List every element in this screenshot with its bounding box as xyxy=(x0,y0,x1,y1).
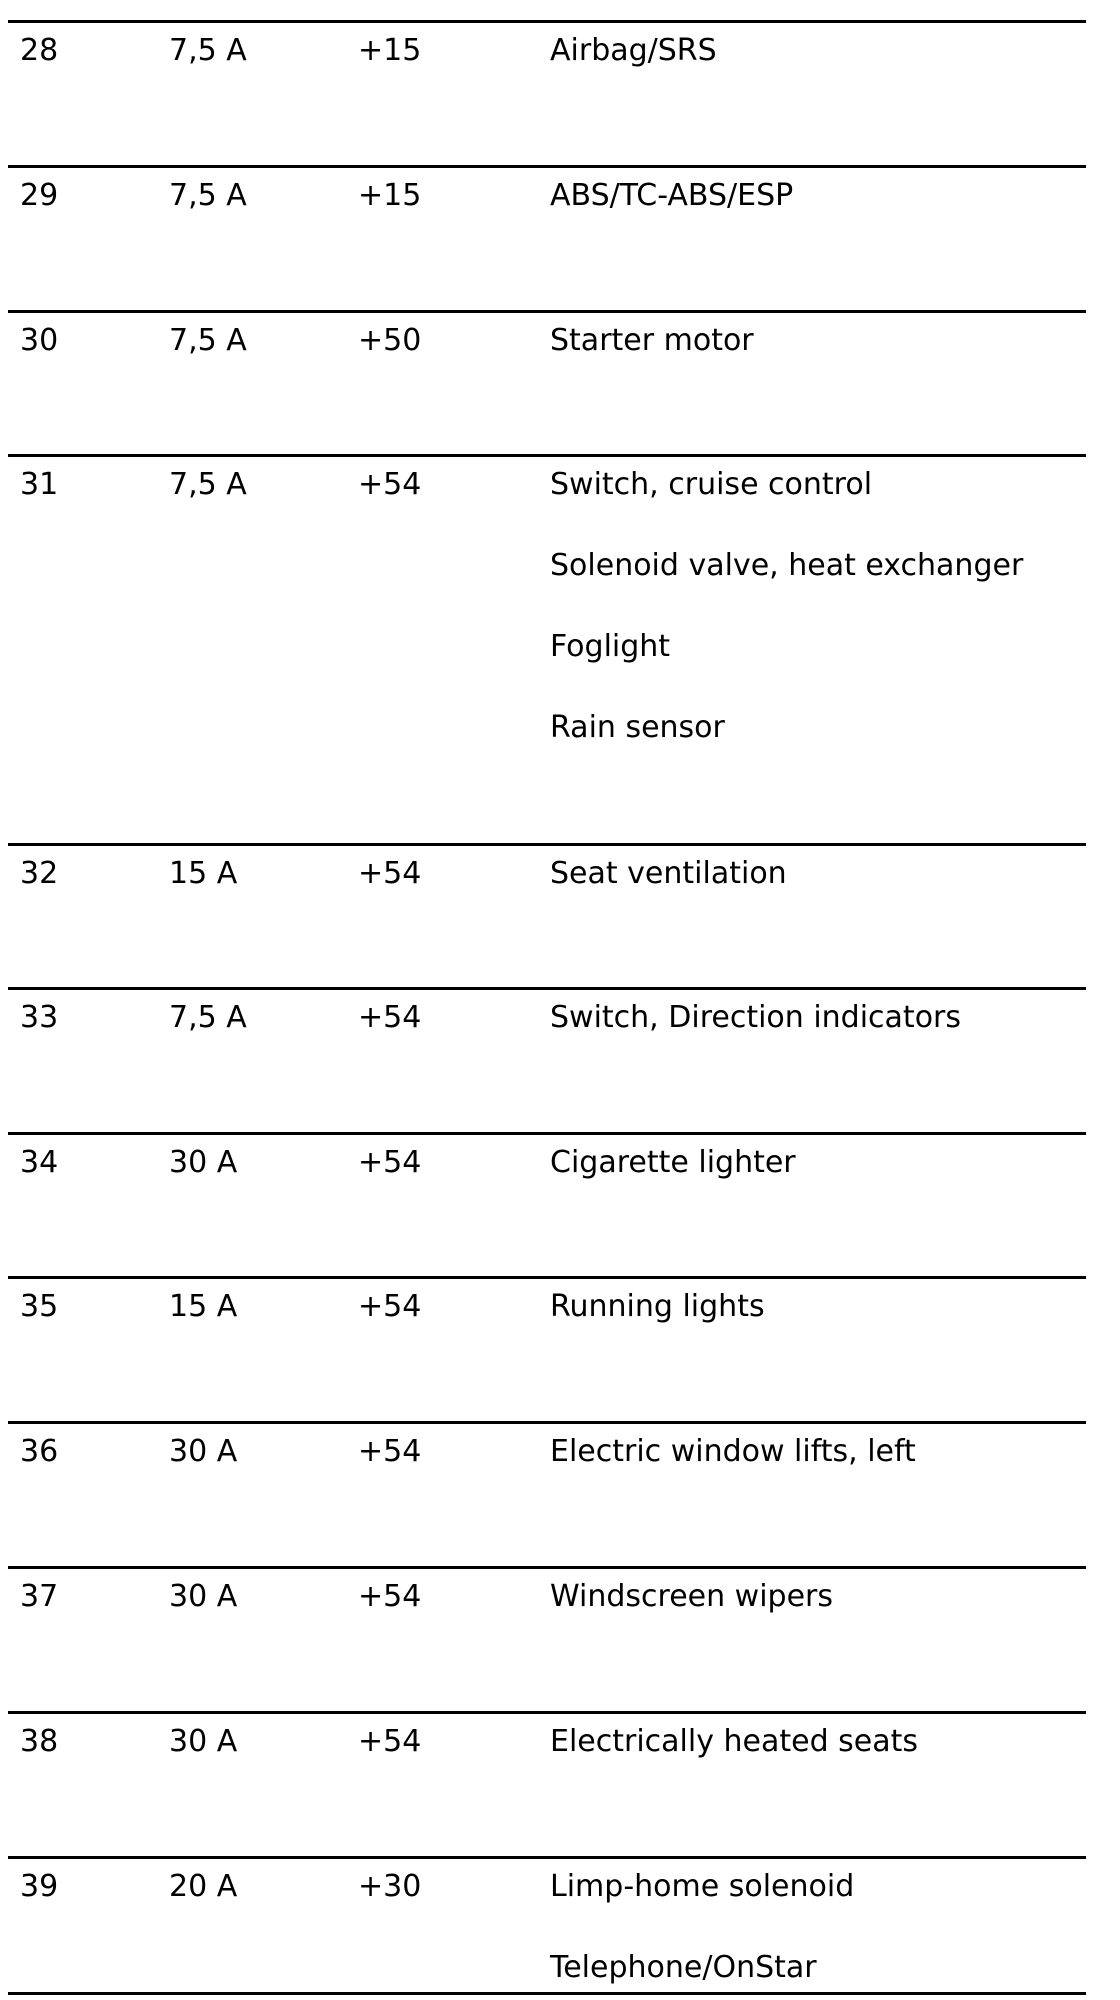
fuse-amperage: 7,5 A xyxy=(169,323,247,358)
fuse-functions xyxy=(550,1290,765,1324)
row-divider xyxy=(8,1856,1086,1859)
fuse-amperage: 30 A xyxy=(169,1145,238,1180)
fuse-terminal: +50 xyxy=(358,323,422,358)
fuse-amperage: 7,5 A xyxy=(169,33,247,68)
fuse-function: Rain sensor xyxy=(550,710,725,745)
fuse-function: Foglight xyxy=(550,629,671,664)
fuse-functions xyxy=(550,1435,916,1469)
fuse-number: 38 xyxy=(20,1724,59,1759)
table-bottom-rule xyxy=(8,1992,1086,1995)
fuse-amperage: 7,5 A xyxy=(169,467,247,502)
fuse-terminal: +54 xyxy=(358,1289,422,1324)
fuse-amperage: 30 A xyxy=(169,1434,238,1469)
fuse-number: 34 xyxy=(20,1145,59,1180)
row-divider xyxy=(8,1711,1086,1714)
fuse-number: 33 xyxy=(20,1000,59,1035)
fuse-terminal: +54 xyxy=(358,1145,422,1180)
row-divider xyxy=(8,1276,1086,1279)
fuse-function: Limp-home solenoid xyxy=(550,1869,855,1904)
fuse-function: Windscreen wipers xyxy=(550,1579,833,1614)
fuse-function: Switch, cruise control xyxy=(550,467,873,502)
fuse-amperage: 15 A xyxy=(169,856,238,891)
fuse-functions xyxy=(550,1725,918,1759)
fuse-function: Airbag/SRS xyxy=(550,33,717,68)
fuse-amperage: 20 A xyxy=(169,1869,238,1904)
fuse-functions xyxy=(550,1146,796,1180)
fuse-function: Electric window lifts, left xyxy=(550,1434,916,1469)
fuse-function: ABS/TC-ABS/ESP xyxy=(550,178,794,213)
row-divider xyxy=(8,165,1086,168)
fuse-function: Running lights xyxy=(550,1289,765,1324)
fuse-number: 36 xyxy=(20,1434,59,1469)
fuse-functions xyxy=(550,1580,833,1614)
row-divider xyxy=(8,987,1086,990)
fuse-terminal: +54 xyxy=(358,467,422,502)
fuse-function: Switch, Direction indicators xyxy=(550,1000,962,1035)
fuse-functions xyxy=(550,468,1023,745)
fuse-number: 29 xyxy=(20,178,59,213)
row-divider xyxy=(8,1132,1086,1135)
fuse-function: Cigarette lighter xyxy=(550,1145,796,1180)
fuse-terminal: +15 xyxy=(358,178,422,213)
fuse-number: 35 xyxy=(20,1289,59,1324)
fuse-functions xyxy=(550,1870,854,1985)
fuse-amperage: 15 A xyxy=(169,1289,238,1324)
fuse-function: Electrically heated seats xyxy=(550,1724,919,1759)
fuse-amperage: 7,5 A xyxy=(169,1000,247,1035)
fuse-number: 31 xyxy=(20,467,59,502)
fuse-number: 30 xyxy=(20,323,59,358)
fuse-terminal: +15 xyxy=(358,33,422,68)
row-divider xyxy=(8,1421,1086,1424)
fuse-terminal: +54 xyxy=(358,1724,422,1759)
row-divider xyxy=(8,454,1086,457)
row-divider xyxy=(8,1566,1086,1569)
fuse-functions xyxy=(550,34,717,68)
row-divider xyxy=(8,310,1086,313)
fuse-function: Seat ventilation xyxy=(550,856,787,891)
fuse-amperage: 30 A xyxy=(169,1579,238,1614)
fuse-number: 28 xyxy=(20,33,59,68)
fuse-functions xyxy=(550,857,787,891)
fuse-functions xyxy=(550,324,754,358)
fuse-terminal: +54 xyxy=(358,1434,422,1469)
fuse-functions xyxy=(550,179,793,213)
fuse-number: 39 xyxy=(20,1869,59,1904)
fuse-function: Starter motor xyxy=(550,323,754,358)
fuse-terminal: +54 xyxy=(358,856,422,891)
fuse-terminal: +54 xyxy=(358,1579,422,1614)
fuse-functions xyxy=(550,1001,961,1035)
fuse-amperage: 7,5 A xyxy=(169,178,247,213)
fuse-terminal: +54 xyxy=(358,1000,422,1035)
fuse-number: 37 xyxy=(20,1579,59,1614)
fuse-terminal: +30 xyxy=(358,1869,422,1904)
fuse-function: Solenoid valve, heat exchanger xyxy=(550,548,1024,583)
row-divider xyxy=(8,20,1086,23)
row-divider xyxy=(8,843,1086,846)
fuse-amperage: 30 A xyxy=(169,1724,238,1759)
fuse-function: Telephone/OnStar xyxy=(550,1950,817,1985)
fuse-number: 32 xyxy=(20,856,59,891)
